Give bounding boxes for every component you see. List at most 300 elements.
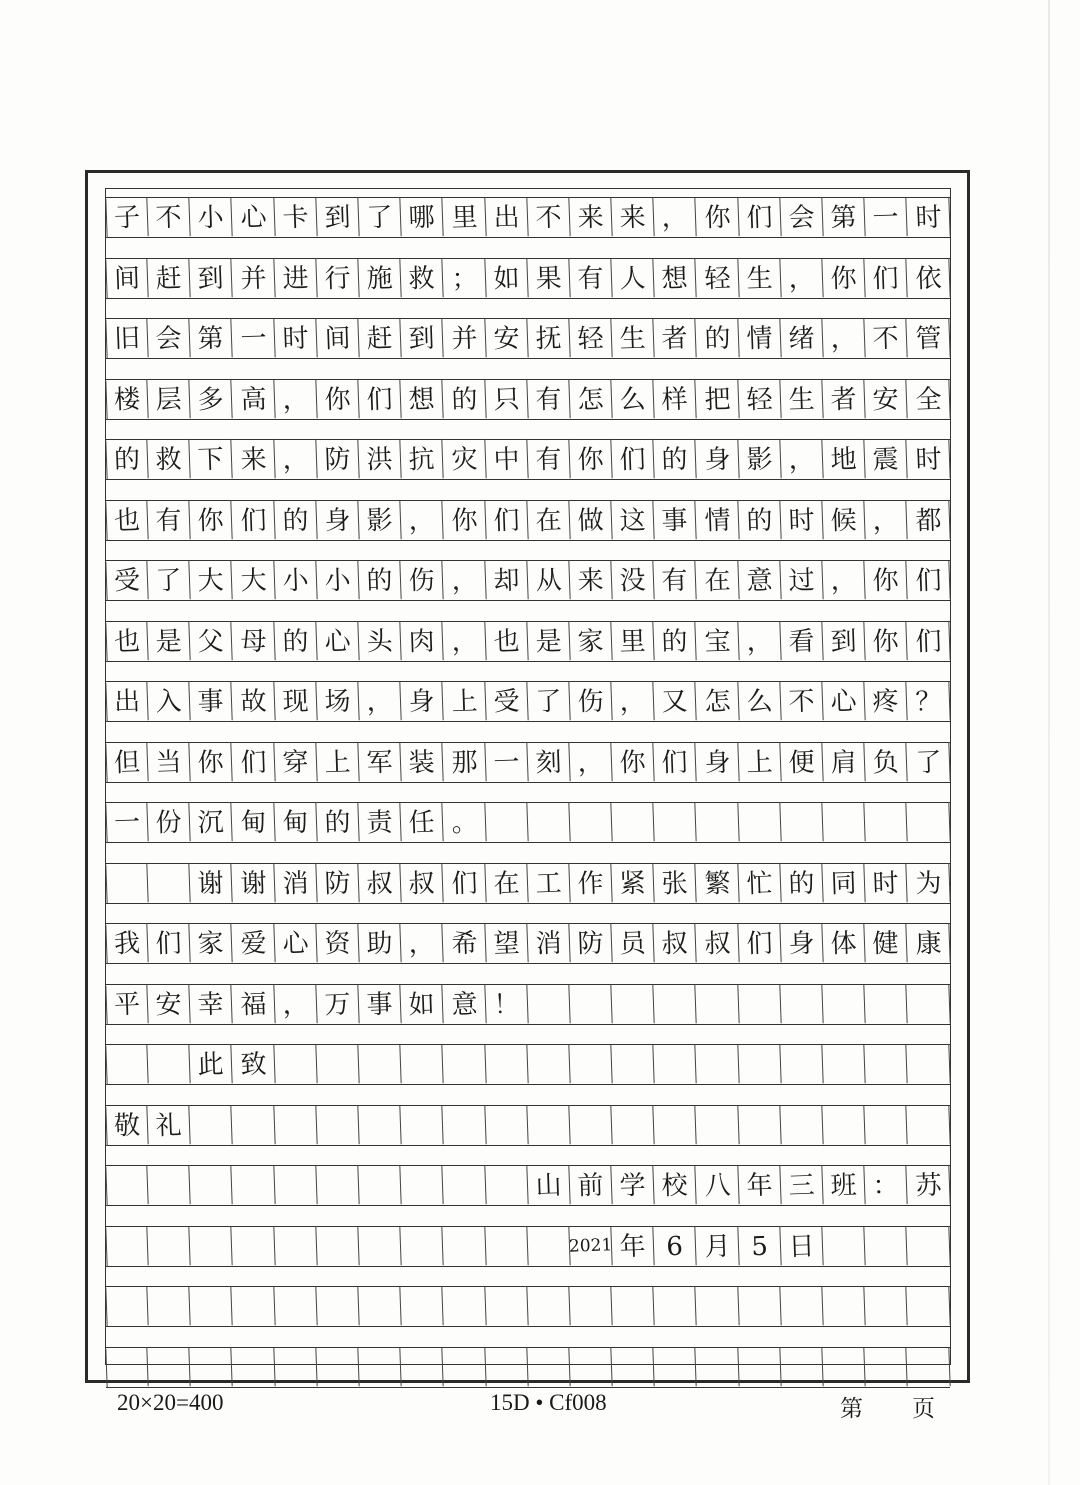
grid-cell: 安 xyxy=(485,318,529,358)
grid-cell: ， xyxy=(823,318,867,358)
grid-cell: 果 xyxy=(527,258,571,298)
grid-cell: 员 xyxy=(612,923,656,963)
grid-cell: 负 xyxy=(865,742,909,782)
grid-cell: 故 xyxy=(232,681,276,721)
grid-cell: 繁 xyxy=(696,863,740,903)
grid-cell: 没 xyxy=(612,560,656,600)
grid-cell: ， xyxy=(738,621,782,661)
grid-cell: 现 xyxy=(274,681,318,721)
grid-cell: 学 xyxy=(612,1165,656,1205)
grid-row xyxy=(106,621,950,662)
grid-cell xyxy=(865,1044,909,1084)
grid-cell: 身 xyxy=(316,500,360,540)
grid-cell: 安 xyxy=(148,984,192,1024)
grid-cell xyxy=(865,984,909,1024)
grid-cell xyxy=(654,1347,698,1387)
grid-cell: 礼 xyxy=(148,1105,192,1145)
grid-cell xyxy=(190,1347,234,1387)
grid-cell: 前 xyxy=(569,1165,613,1205)
grid-cell: 你 xyxy=(569,439,613,479)
grid-cell xyxy=(105,863,149,903)
grid-cell: 是 xyxy=(148,621,192,661)
grid-cell: 不 xyxy=(865,318,909,358)
grid-cell: 紧 xyxy=(612,863,656,903)
grid-cell: 楼 xyxy=(105,379,149,419)
grid-cell xyxy=(612,984,656,1024)
grid-cell: 们 xyxy=(907,560,951,600)
grid-cell xyxy=(865,1105,909,1145)
grid-cell: 谢 xyxy=(232,863,276,903)
grid-cell: 的 xyxy=(654,439,698,479)
grid-cell: 影 xyxy=(358,500,402,540)
grid-cell: 过 xyxy=(780,560,824,600)
grid-cell xyxy=(738,1044,782,1084)
grid-cell: 叔 xyxy=(696,923,740,963)
grid-row xyxy=(106,1347,950,1388)
grid-cell xyxy=(274,1286,318,1326)
grid-cell: 全 xyxy=(907,379,951,419)
grid-cell: 心 xyxy=(274,923,318,963)
grid-cell: 们 xyxy=(738,923,782,963)
grid-cell xyxy=(148,1347,192,1387)
grid-cell xyxy=(654,1286,698,1326)
grid-cell xyxy=(569,1286,613,1326)
grid-cell xyxy=(569,1044,613,1084)
grid-cell: 并 xyxy=(232,258,276,298)
grid-cell xyxy=(485,1286,529,1326)
grid-cell xyxy=(443,1226,487,1266)
grid-cell: 有 xyxy=(569,258,613,298)
grid-cell: ， xyxy=(865,500,909,540)
grid-cell: 谢 xyxy=(190,863,234,903)
grid-cell: 2021 xyxy=(569,1226,613,1266)
grid-cell: 想 xyxy=(654,258,698,298)
grid-cell: 一 xyxy=(485,742,529,782)
grid-cell: 一 xyxy=(232,318,276,358)
grid-cell: 望 xyxy=(485,923,529,963)
grid-cell xyxy=(190,1226,234,1266)
grid-cell: 都 xyxy=(907,500,951,540)
grid-cell: ， xyxy=(401,500,445,540)
grid-cell: 旧 xyxy=(105,318,149,358)
grid-cell: 有 xyxy=(527,439,571,479)
grid-cell: 的 xyxy=(358,560,402,600)
grid-cell: 的 xyxy=(738,500,782,540)
grid-cell: 们 xyxy=(612,439,656,479)
grid-cell: ， xyxy=(780,258,824,298)
grid-cell: 我 xyxy=(105,923,149,963)
grid-cell xyxy=(443,1105,487,1145)
grid-cell: 不 xyxy=(527,197,571,237)
grid-cell xyxy=(696,1044,740,1084)
grid-cell: 防 xyxy=(316,863,360,903)
grid-row xyxy=(106,1286,950,1327)
grid-cell xyxy=(443,1044,487,1084)
grid-cell: 平 xyxy=(105,984,149,1024)
grid-cell xyxy=(316,1226,360,1266)
grid-cell: ： xyxy=(865,1165,909,1205)
grid-cell: 助 xyxy=(358,923,402,963)
grid-cell: 张 xyxy=(654,863,698,903)
grid-cell: 你 xyxy=(612,742,656,782)
grid-cell: 时 xyxy=(274,318,318,358)
page-suffix: 页 xyxy=(912,1396,936,1421)
grid-cell: 人 xyxy=(612,258,656,298)
grid-cell: ？ xyxy=(907,681,951,721)
grid-cell xyxy=(569,1105,613,1145)
grid-cell: 了 xyxy=(907,742,951,782)
grid-cell: 如 xyxy=(485,258,529,298)
grid-cell xyxy=(738,1286,782,1326)
grid-cell: 影 xyxy=(738,439,782,479)
grid-cell: 第 xyxy=(190,318,234,358)
grid-row xyxy=(106,379,950,420)
grid-cell: 责 xyxy=(358,802,402,842)
grid-cell: ， xyxy=(823,560,867,600)
grid-row xyxy=(106,863,950,904)
grid-cell xyxy=(738,802,782,842)
grid-cell xyxy=(274,1044,318,1084)
grid-cell: 家 xyxy=(190,923,234,963)
grid-cell: 军 xyxy=(358,742,402,782)
grid-cell: 子 xyxy=(105,197,149,237)
grid-cell: 意 xyxy=(738,560,782,600)
grid-row xyxy=(106,802,950,843)
grid-cell: 疼 xyxy=(865,681,909,721)
grid-cell xyxy=(105,1226,149,1266)
grid-cell: ， xyxy=(274,379,318,419)
grid-cell xyxy=(865,1286,909,1326)
grid-cell: 叔 xyxy=(401,863,445,903)
grid-cell xyxy=(190,1286,234,1326)
grid-cell: 在 xyxy=(696,560,740,600)
page-number xyxy=(840,1390,936,1423)
grid-cell xyxy=(654,802,698,842)
grid-cell: 的 xyxy=(316,802,360,842)
grid-cell: 时 xyxy=(907,439,951,479)
grid-cell: 你 xyxy=(823,258,867,298)
grid-cell: 只 xyxy=(485,379,529,419)
grid-cell: 心 xyxy=(823,681,867,721)
grid-cell: 万 xyxy=(316,984,360,1024)
grid-cell: 任 xyxy=(401,802,445,842)
grid-cell xyxy=(105,1286,149,1326)
grid-cell: 身 xyxy=(780,923,824,963)
grid-cell: 那 xyxy=(443,742,487,782)
grid-cell: 份 xyxy=(148,802,192,842)
grid-cell xyxy=(780,984,824,1024)
grid-cell: 了 xyxy=(358,197,402,237)
grid-cell: 依 xyxy=(907,258,951,298)
grid-cell: 们 xyxy=(232,742,276,782)
grid-cell xyxy=(696,984,740,1024)
grid-cell: 高 xyxy=(232,379,276,419)
grid-cell: 救 xyxy=(401,258,445,298)
grid-cell: 时 xyxy=(907,197,951,237)
grid-cell: 也 xyxy=(105,500,149,540)
grid-cell xyxy=(823,1226,867,1266)
grid-cell: 入 xyxy=(148,681,192,721)
grid-cell: 防 xyxy=(316,439,360,479)
paper-fold xyxy=(1048,0,1050,1485)
grid-cell: 并 xyxy=(443,318,487,358)
grid-cell xyxy=(865,1347,909,1387)
grid-cell: 中 xyxy=(485,439,529,479)
grid-cell xyxy=(358,1044,402,1084)
grid-cell: 这 xyxy=(612,500,656,540)
grid-row xyxy=(106,439,950,480)
grid-cell xyxy=(316,1347,360,1387)
grid-cell: 防 xyxy=(569,923,613,963)
grid-cell: 装 xyxy=(401,742,445,782)
grid-cell xyxy=(316,1165,360,1205)
grid-cell xyxy=(527,1044,571,1084)
grid-cell: 层 xyxy=(148,379,192,419)
grid-cell: 年 xyxy=(738,1165,782,1205)
grid-cell: 身 xyxy=(696,742,740,782)
grid-cell: 们 xyxy=(358,379,402,419)
grid-cell: 希 xyxy=(443,923,487,963)
grid-cell xyxy=(401,1286,445,1326)
grid-cell xyxy=(823,1347,867,1387)
grid-cell: 场 xyxy=(316,681,360,721)
grid-cell: 心 xyxy=(232,197,276,237)
grid-row xyxy=(106,560,950,601)
grid-cell xyxy=(485,1347,529,1387)
grid-cell xyxy=(148,1044,192,1084)
grid-cell: 一 xyxy=(105,802,149,842)
grid-cell: 作 xyxy=(569,863,613,903)
grid-cell: 上 xyxy=(738,742,782,782)
grid-cell xyxy=(612,1347,656,1387)
grid-cell xyxy=(485,1105,529,1145)
grid-cell: 会 xyxy=(148,318,192,358)
grid-cell xyxy=(358,1165,402,1205)
grid-cell xyxy=(401,1165,445,1205)
grid-cell: 的 xyxy=(274,500,318,540)
grid-cell: 大 xyxy=(190,560,234,600)
grid-cell xyxy=(316,1044,360,1084)
grid-cell: 上 xyxy=(443,681,487,721)
grid-cell: 伤 xyxy=(569,681,613,721)
grid-cell xyxy=(823,1286,867,1326)
grid-cell: 你 xyxy=(190,742,234,782)
grid-cell: 致 xyxy=(232,1044,276,1084)
grid-cell: 者 xyxy=(654,318,698,358)
grid-cell: 心 xyxy=(316,621,360,661)
grid-row xyxy=(106,1165,950,1206)
grid-cell: 资 xyxy=(316,923,360,963)
grid-cell: 工 xyxy=(527,863,571,903)
grid-cell: 们 xyxy=(232,500,276,540)
grid-cell: 福 xyxy=(232,984,276,1024)
grid-cell: 康 xyxy=(907,923,951,963)
grid-cell xyxy=(443,1165,487,1205)
grid-row xyxy=(106,681,950,722)
grid-cell: 洪 xyxy=(358,439,402,479)
grid-cell xyxy=(148,1165,192,1205)
grid-cell: 又 xyxy=(654,681,698,721)
grid-cell xyxy=(569,802,613,842)
grid-cell xyxy=(527,1286,571,1326)
grid-cell xyxy=(780,1105,824,1145)
grid-cell: 甸 xyxy=(274,802,318,842)
grid-cell: 你 xyxy=(443,500,487,540)
grid-cell: 体 xyxy=(823,923,867,963)
grid-cell: 爱 xyxy=(232,923,276,963)
grid-cell xyxy=(612,802,656,842)
grid-cell: 肩 xyxy=(823,742,867,782)
grid-cell: ！ xyxy=(485,984,529,1024)
grid-cell xyxy=(105,1347,149,1387)
grid-cell xyxy=(358,1286,402,1326)
grid-cell: 一 xyxy=(865,197,909,237)
grid-cell xyxy=(696,802,740,842)
grid-row xyxy=(106,1044,950,1085)
grid-cell: ； xyxy=(443,258,487,298)
grid-cell: 小 xyxy=(190,197,234,237)
grid-cell xyxy=(358,1226,402,1266)
grid-cell: 事 xyxy=(358,984,402,1024)
grid-cell: 下 xyxy=(190,439,234,479)
grid-cell: ， xyxy=(654,197,698,237)
grid-cell: 沉 xyxy=(190,802,234,842)
grid-cell xyxy=(232,1347,276,1387)
grid-cell: 到 xyxy=(190,258,234,298)
grid-cell xyxy=(696,1105,740,1145)
grid-cell: 三 xyxy=(780,1165,824,1205)
grid-cell: 健 xyxy=(865,923,909,963)
grid-row xyxy=(106,1226,950,1267)
grid-cell xyxy=(865,802,909,842)
grid-cell: 你 xyxy=(865,560,909,600)
grid-cell xyxy=(823,802,867,842)
grid-cell: 刻 xyxy=(527,742,571,782)
grid-cell xyxy=(823,984,867,1024)
grid-row xyxy=(106,258,950,299)
grid-cell: 是 xyxy=(527,621,571,661)
grid-cell: 们 xyxy=(148,923,192,963)
grid-cell: 们 xyxy=(654,742,698,782)
grid-cell xyxy=(654,1105,698,1145)
grid-cell xyxy=(148,1226,192,1266)
grid-cell: 八 xyxy=(696,1165,740,1205)
grid-cell: 来 xyxy=(569,197,613,237)
grid-cell xyxy=(738,1105,782,1145)
grid-cell xyxy=(907,1347,951,1387)
grid-cell: 安 xyxy=(865,379,909,419)
grid-cell: 年 xyxy=(612,1226,656,1266)
grid-cell: 的 xyxy=(780,863,824,903)
paper-code: 15D • Cf008 xyxy=(490,1390,607,1415)
grid-cell: 救 xyxy=(148,439,192,479)
grid-cell: 肉 xyxy=(401,621,445,661)
grid-cell xyxy=(232,1105,276,1145)
grid-cell: 幸 xyxy=(190,984,234,1024)
grid-cell: 山 xyxy=(527,1165,571,1205)
grid-cell xyxy=(401,1044,445,1084)
grid-cell: ， xyxy=(443,621,487,661)
grid-cell xyxy=(865,1226,909,1266)
grid-cell: 时 xyxy=(780,500,824,540)
grid-cell: 家 xyxy=(569,621,613,661)
grid-cell xyxy=(485,1165,529,1205)
grid-cell: 生 xyxy=(738,258,782,298)
grid-cell: 同 xyxy=(823,863,867,903)
grid-cell: 也 xyxy=(105,621,149,661)
grid-cell xyxy=(148,1286,192,1326)
grid-cell: 轻 xyxy=(696,258,740,298)
grid-cell xyxy=(358,1347,402,1387)
grid-cell: 间 xyxy=(316,318,360,358)
grid-cell: 上 xyxy=(316,742,360,782)
grid-cell: 你 xyxy=(865,621,909,661)
grid-cell: 身 xyxy=(401,681,445,721)
grid-row xyxy=(106,984,950,1025)
grid-cell xyxy=(316,1286,360,1326)
grid-cell: 忙 xyxy=(738,863,782,903)
grid-cell: 5 xyxy=(738,1226,782,1266)
grid-cell: 怎 xyxy=(569,379,613,419)
grid-cell: 怎 xyxy=(696,681,740,721)
grid-cell: 却 xyxy=(485,560,529,600)
grid-cell xyxy=(527,1226,571,1266)
grid-cell xyxy=(105,1044,149,1084)
page-label: 第 xyxy=(840,1396,864,1421)
grid-cell: 到 xyxy=(823,621,867,661)
grid-cell: 你 xyxy=(316,379,360,419)
grid-cell xyxy=(907,984,951,1024)
grid-cell: 管 xyxy=(907,318,951,358)
grid-cell xyxy=(696,1286,740,1326)
grid-cell xyxy=(780,1347,824,1387)
grid-cell xyxy=(232,1286,276,1326)
grid-cell: 在 xyxy=(485,863,529,903)
grid-cell xyxy=(358,1105,402,1145)
grid-cell: 来 xyxy=(612,197,656,237)
grid-cell: 来 xyxy=(569,560,613,600)
grid-cell: 们 xyxy=(865,258,909,298)
grid-cell: 进 xyxy=(274,258,318,298)
grid-cell: ， xyxy=(401,923,445,963)
grid-cell: 赶 xyxy=(148,258,192,298)
grid-cell xyxy=(401,1226,445,1266)
grid-cell: 有 xyxy=(148,500,192,540)
grid-cell xyxy=(907,802,951,842)
grid-cell xyxy=(738,984,782,1024)
grid-cell: 身 xyxy=(696,439,740,479)
grid-cell xyxy=(190,1165,234,1205)
grid-cell: 抗 xyxy=(401,439,445,479)
grid-cell: 者 xyxy=(823,379,867,419)
grid-cell: ， xyxy=(274,439,318,479)
grid-cell: 受 xyxy=(105,560,149,600)
grid-cell: 不 xyxy=(780,681,824,721)
grid-cell: 把 xyxy=(696,379,740,419)
grid-cell xyxy=(401,1347,445,1387)
grid-cell: 抚 xyxy=(527,318,571,358)
grid-cell: ， xyxy=(569,742,613,782)
grid-cell: 里 xyxy=(612,621,656,661)
grid-cell: 么 xyxy=(612,379,656,419)
grid-cell: 灾 xyxy=(443,439,487,479)
grid-cell: 看 xyxy=(780,621,824,661)
grid-cell xyxy=(232,1165,276,1205)
grid-cell xyxy=(569,984,613,1024)
grid-cell: 消 xyxy=(527,923,571,963)
grid-cell xyxy=(738,1347,782,1387)
grid-cell: 卡 xyxy=(274,197,318,237)
